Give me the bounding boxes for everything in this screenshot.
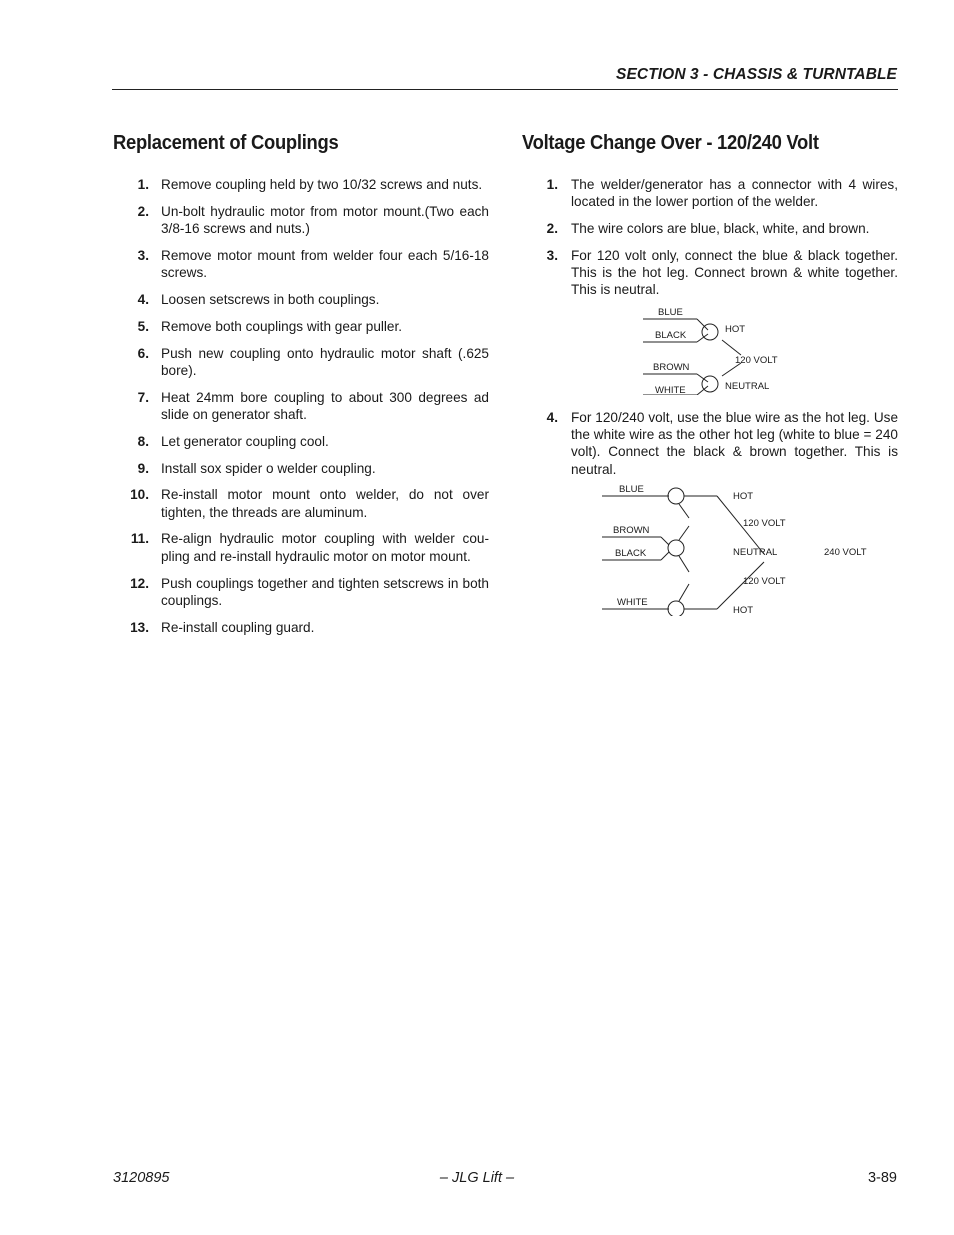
wiring-diagram-120-240v [571, 482, 898, 616]
wire-label-brown: BROWN [653, 361, 690, 373]
step-number: 12. [130, 575, 149, 591]
step-number: 10. [130, 487, 149, 503]
step-text: Re-align hydraulic motor coupling with welder cou-pling and re-install hydraulic motor on motor mount. [161, 531, 489, 564]
wire-line [661, 552, 669, 560]
list-item [522, 247, 898, 395]
wire-label-white: WHITE [655, 384, 686, 395]
label-120-volt-bottom: 120 VOLT [743, 575, 786, 587]
step-text: Remove motor mount from welder four each 5/16-18 screws. [161, 247, 489, 281]
step-text: Un-bolt hydraulic motor from motor mount.(Two each 3/8-16 screws and nuts.) [161, 203, 489, 237]
wire-line [679, 556, 689, 572]
page-header-title: SECTION 3 - CHASSIS & TURNTABLE [616, 66, 897, 83]
step-number: 6. [137, 345, 149, 361]
footer-page-number: 3-89 [867, 1170, 897, 1186]
label-neutral: NEUTRAL [725, 380, 770, 392]
wire-label-blue: BLUE [658, 306, 683, 318]
step-number: 7. [137, 389, 149, 405]
connector-node [702, 324, 718, 340]
wire-label-black: BLACK [615, 547, 647, 559]
step-number: 13. [130, 619, 149, 635]
voltage-steps-list [522, 176, 898, 616]
step-text: Push couplings together and tighten setscrews in both couplings. [161, 575, 489, 608]
connector-node [668, 540, 684, 556]
label-hot-bottom: HOT [733, 604, 754, 616]
list-item [113, 291, 489, 308]
footer-publisher: – JLG Lift – [439, 1170, 515, 1186]
header-rule [112, 89, 898, 90]
list-item [113, 389, 489, 424]
list-item [113, 203, 489, 238]
list-item [113, 433, 489, 450]
step-text: Heat 24mm bore coupling to about 300 degrees ad slide on generator shaft. [161, 389, 489, 422]
step-text: For 120 volt only, connect the blue & black together. This is the hot leg. Connect brown & white together. This is neutral. [571, 247, 898, 298]
right-column [522, 132, 898, 630]
list-item [522, 220, 898, 237]
wire-line [679, 526, 689, 540]
step-text: Install sox spider o welder coupling. [161, 460, 376, 476]
wire-line [679, 584, 689, 601]
section-heading-couplings: Replacement of Couplings [113, 132, 339, 154]
list-item [113, 530, 489, 565]
label-hot: HOT [725, 323, 746, 335]
step-number: 9. [137, 460, 149, 476]
list-item [113, 176, 489, 193]
list-item [113, 460, 489, 477]
step-text: The welder/generator has a connector with 4 wires, located in the lower portion of the welder. [571, 177, 898, 210]
step-text: Remove coupling held by two 10/32 screws and nuts. [161, 177, 483, 192]
list-item [113, 486, 489, 521]
list-item [113, 247, 489, 282]
label-hot-top: HOT [733, 490, 754, 502]
wiring-diagram-120v [571, 303, 898, 395]
step-number: 11. [130, 531, 149, 547]
step-number: 8. [137, 433, 149, 449]
label-240-volt: 240 VOLT [824, 546, 867, 558]
list-item [113, 318, 489, 335]
step-text: Re-install coupling guard. [161, 619, 315, 635]
wire-line [679, 504, 689, 518]
wire-line [722, 340, 741, 355]
footer-doc-number: 3120895 [113, 1170, 170, 1186]
left-column [113, 132, 489, 645]
step-number: 3. [137, 247, 149, 263]
label-120-volt-top: 120 VOLT [743, 517, 786, 529]
connector-node [702, 376, 718, 392]
wire-label-blue: BLUE [619, 483, 644, 495]
coupling-steps-list [113, 176, 489, 636]
step-text: Loosen setscrews in both couplings. [161, 291, 380, 307]
step-number: 4. [546, 409, 558, 425]
step-text: Remove both couplings with gear puller. [161, 318, 403, 334]
list-item [522, 176, 898, 211]
step-text: The wire colors are blue, black, white, and brown. [571, 221, 870, 237]
section-heading-voltage: Voltage Change Over - 120/240 Volt [522, 132, 819, 154]
connector-node [668, 488, 684, 504]
wire-label-white: WHITE [617, 596, 648, 608]
list-item [522, 409, 898, 616]
list-item [113, 575, 489, 610]
list-item [113, 345, 489, 380]
label-120-volt: 120 VOLT [735, 354, 778, 366]
step-text: Re-install motor mount onto welder, do not over tighten, the threads are aluminum. [161, 487, 489, 520]
step-number: 1. [546, 177, 558, 192]
step-text: Let generator coupling cool. [161, 433, 329, 449]
step-number: 4. [137, 291, 149, 307]
step-number: 2. [137, 203, 149, 219]
label-neutral: NEUTRAL [733, 546, 778, 558]
list-item [113, 619, 489, 636]
step-number: 5. [137, 318, 149, 334]
step-text: For 120/240 volt, use the blue wire as the hot leg. Use the white wire as the other hot leg (white to blue = 240 volt). Connect the black & brown together. This is neutral. [571, 409, 898, 477]
step-number: 3. [546, 247, 558, 263]
wire-line [661, 537, 669, 545]
step-number: 2. [546, 221, 558, 237]
wire-label-black: BLACK [655, 329, 687, 341]
step-text: Push new coupling onto hydraulic motor shaft (.625 bore). [161, 345, 489, 378]
step-number: 1. [137, 177, 149, 192]
wire-label-brown: BROWN [613, 524, 650, 536]
connector-node [668, 601, 684, 616]
